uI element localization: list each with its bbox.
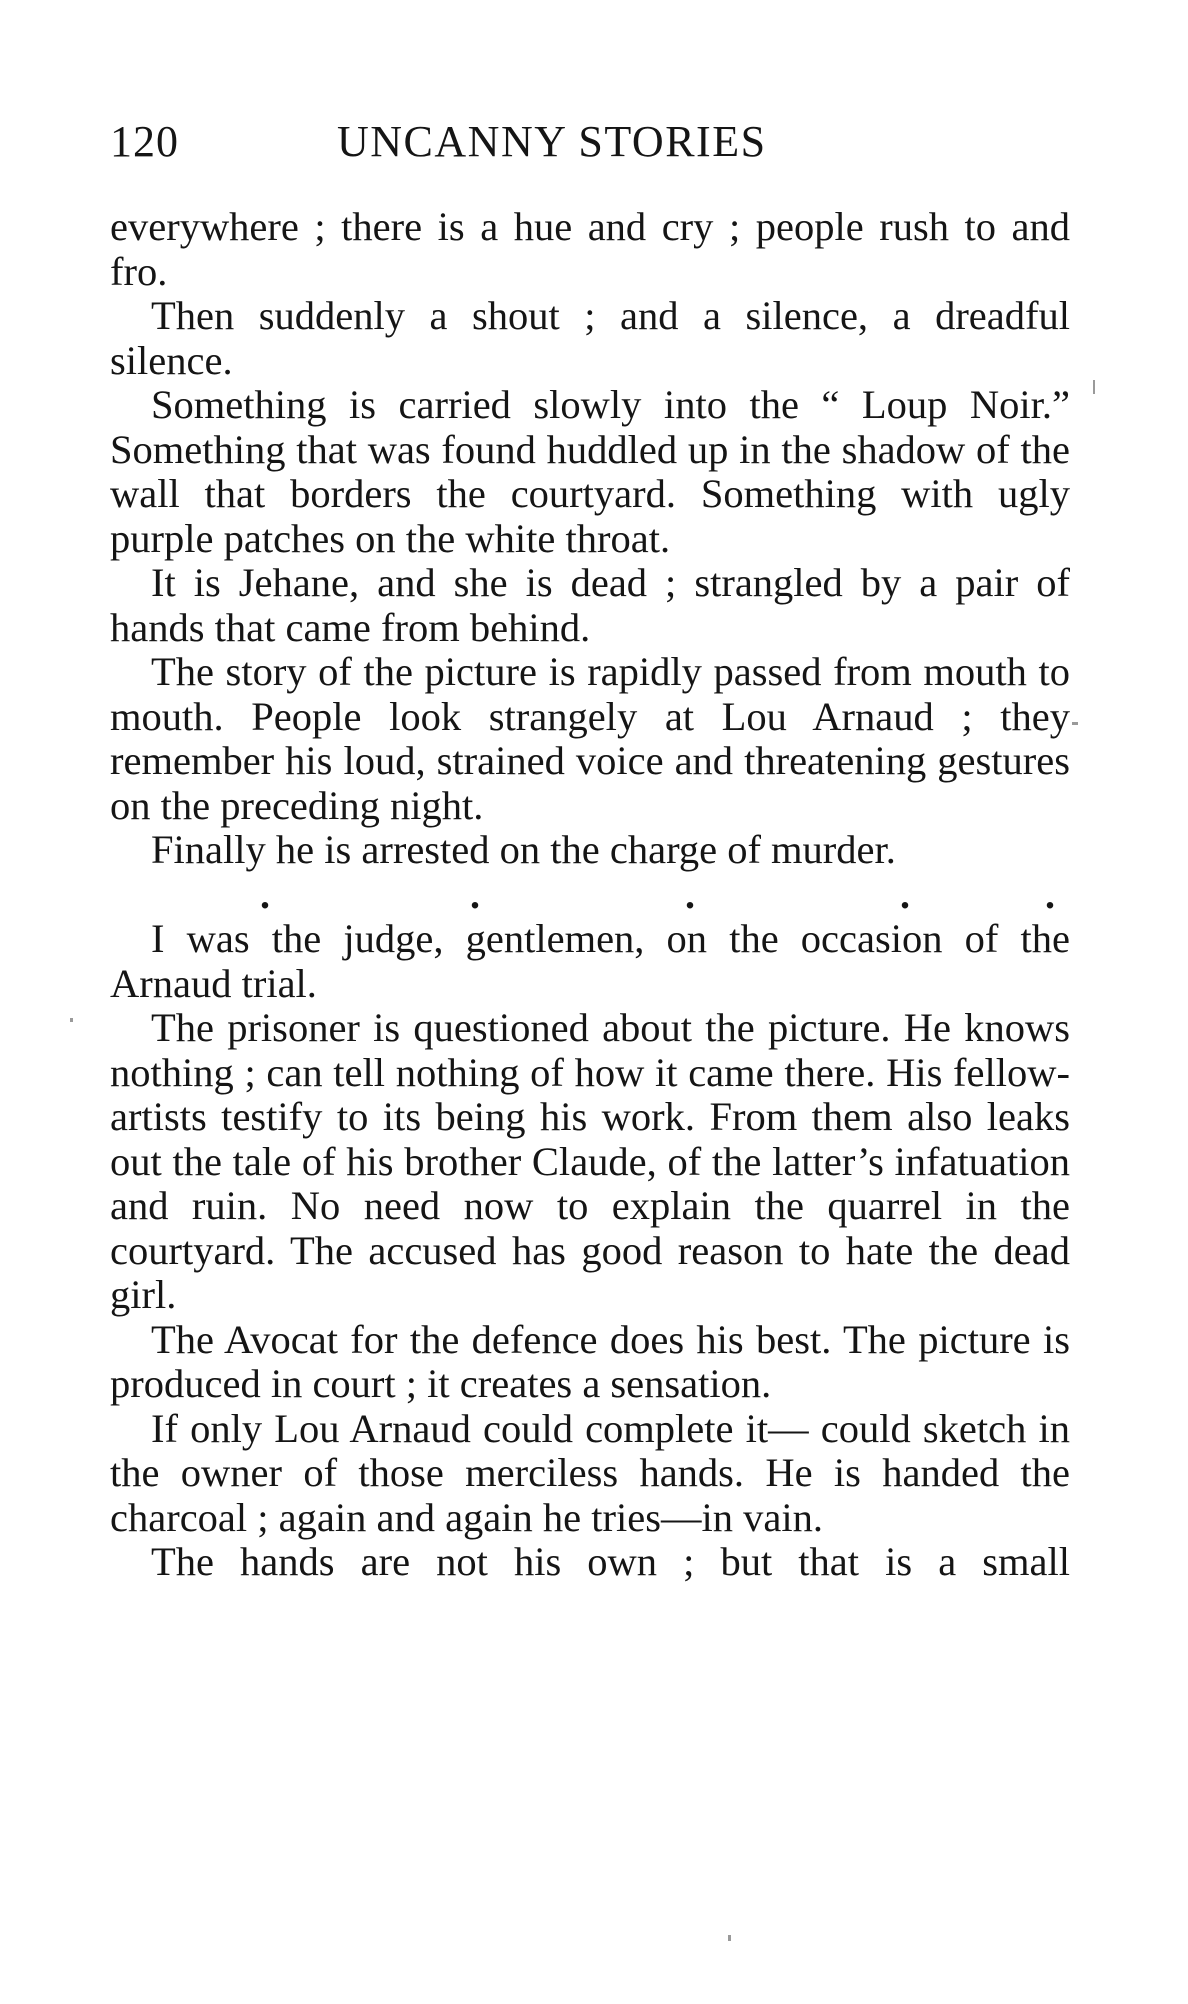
section-break-dot: . (260, 871, 270, 917)
section-break-dot: . (900, 871, 910, 917)
paragraph: The hands are not his own ; but that is a small (151, 1539, 1070, 1584)
paragraph: The story of the picture is rapidly passed from mouth to mouth. People look strangely at Lou Arnaud ; they remember his loud, strained voice and threatening gestures on the preceding night. (110, 649, 1070, 828)
section-break-dot: . (470, 871, 480, 917)
paragraph: Something is carried slowly into the “ Loup Noir.” Something that was found huddled up in the shadow of the wall that borders the courtyard. Something with ugly purple patches on the white throat. (110, 382, 1070, 561)
page-number: 120 (110, 117, 179, 166)
scan-speck (1093, 380, 1095, 394)
running-title: UNCANNY STORIES (337, 117, 767, 166)
paragraph: Then suddenly a shout ; and a silence, a dreadful silence. (110, 293, 1070, 383)
paragraph: If only Lou Arnaud could complete it— could sketch in the owner of those merciless hands. He is handed the charcoal ; again and again he tries—in vain. (110, 1405, 1070, 1540)
paragraph: The Avocat for the defence does his best. The picture is produced in court ; it creates a sensation. (110, 1316, 1070, 1406)
section-break-dot: . (1045, 871, 1055, 917)
paragraph: everywhere ; there is a hue and cry ; people rush to and fro. (110, 204, 1070, 294)
running-head (110, 112, 1070, 172)
scan-speck (1072, 722, 1078, 725)
paragraph: I was the judge, gentlemen, on the occasion of the Arnaud trial. (110, 916, 1070, 1006)
section-break-dot: . (685, 871, 695, 917)
paragraph: Finally he is arrested on the charge of murder. (151, 827, 896, 872)
section-break (110, 873, 1070, 918)
scan-speck (70, 1018, 73, 1022)
body-text (110, 205, 1070, 1585)
scan-speck (728, 1935, 731, 1941)
paragraph: It is Jehane, and she is dead ; strangled by a pair of hands that came from behind. (110, 560, 1070, 650)
paragraph: The prisoner is questioned about the picture. He knows nothing ; can tell nothing of how it came there. His fellow-artists testify to its being his work. From them also leaks out the tale of his brother Claude, of the latter’s infatuation and ruin. No need now to explain the quarrel in the courtyard. The accused has good reason to hate the dead girl. (110, 1005, 1070, 1317)
